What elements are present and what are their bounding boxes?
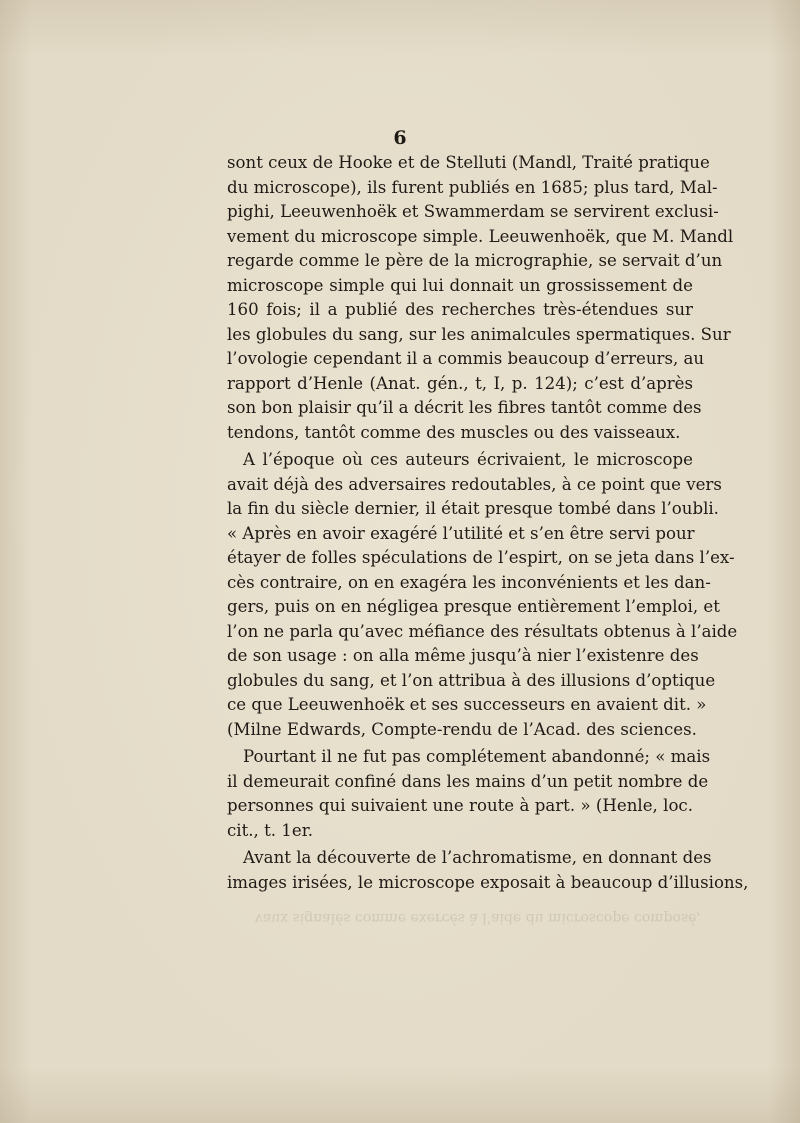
text-line: Pourtant il ne fut pas complétement abandonné; « mais	[243, 747, 711, 766]
paragraph	[227, 745, 711, 843]
bleed-through-text: vaux signalés comme exercés à l’aide du microscope composé,	[255, 910, 701, 926]
text-line: « Après en avoir exagéré l’utilité et s’en être servi pour	[227, 523, 695, 543]
text-line: microscope simple qui lui donnait un grossissement de	[227, 275, 693, 295]
text-line: 160 fois; il a publié des recherches très-étendues sur	[227, 300, 693, 319]
text-line: il demeurait confiné dans les mains d’un petit nombre de	[227, 771, 709, 791]
text-line: de son usage : on alla même jusqu’à nier l’existenre des	[227, 646, 699, 665]
paragraph	[227, 448, 738, 742]
text-line: Avant la découverte de l’achromatisme, en donnant des	[243, 848, 712, 867]
text-line: regarde comme le père de la micrographie, se servait d’un	[227, 251, 723, 270]
text-line: globules du sang, et l’on attribua à des illusions d’optique	[227, 670, 716, 690]
text-line: sont ceux de Hooke et de Stelluti (Mandl, Traité pratique	[227, 153, 710, 172]
text-line: ce que Leeuwenhoëk et ses successeurs en avaient dit. »	[227, 695, 707, 714]
text-line: étayer de folles spéculations de l’espirt, on se jeta dans l’ex-	[227, 548, 735, 567]
text-line: (Milne Edwards, Compte-rendu de l’Acad. des sciences.	[227, 719, 697, 739]
text-line: images irisées, le microscope exposait à beaucoup d’illusions,	[227, 872, 749, 892]
text-line: la fin du siècle dernier, il était presque tombé dans l’oubli.	[227, 499, 719, 518]
paragraph	[227, 151, 734, 445]
text-line: du microscope), ils furent publiés en 1685; plus tard, Mal-	[227, 177, 718, 197]
text-line: l’on ne parla qu’avec méfiance des résultats obtenus à l’aide	[227, 621, 738, 641]
body-text	[227, 151, 749, 895]
text-line: vement du microscope simple. Leeuwenhoëk, que M. Mandl	[227, 226, 734, 246]
text-line: l’ovologie cependant il a commis beaucoup d’erreurs, au	[227, 349, 705, 368]
text-line: avait déjà des adversaires redoutables, à ce point que vers	[227, 474, 722, 494]
text-line: les globules du sang, sur les animalcules spermatiques. Sur	[227, 324, 731, 344]
text-line: A l’époque où ces auteurs écrivaient, le microscope	[243, 450, 693, 469]
text-line: cit., t. 1er.	[227, 820, 314, 840]
text-line: tendons, tantôt comme des muscles ou des vaisseaux.	[227, 422, 681, 442]
text-line: personnes qui suivaient une route à part. » (Henle, loc.	[227, 796, 693, 815]
text-line: pighi, Leeuwenhoëk et Swammerdam se servirent exclusi-	[227, 202, 719, 221]
text-line: gers, puis on en négligea presque entièrement l’emploi, et	[227, 597, 720, 616]
page-number: 6	[393, 127, 407, 149]
text-line: cès contraire, on en exagéra les inconvénients et les dan-	[227, 572, 711, 592]
paragraph	[227, 846, 749, 895]
text-line: son bon plaisir qu’il a décrit les fibres tantôt comme des	[227, 398, 702, 417]
text-line: rapport d’Henle (Anat. gén., t, I, p. 124); c’est d’après	[227, 373, 693, 393]
